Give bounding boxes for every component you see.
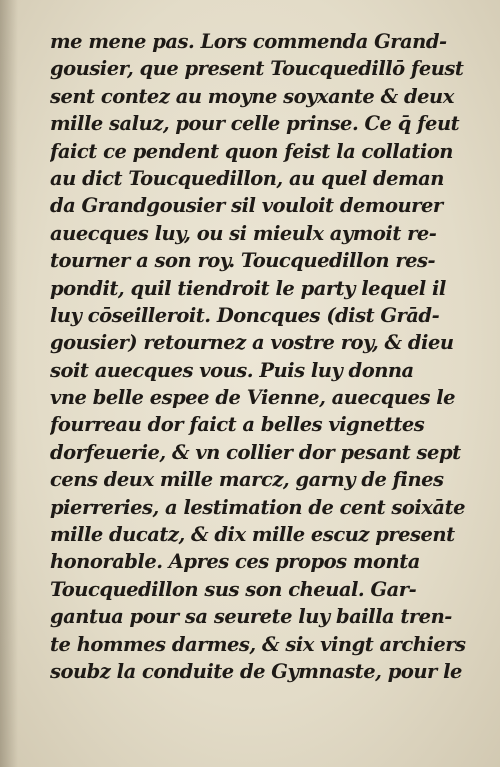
text-line: soit auecques vous. Puis luy donna: [50, 358, 414, 382]
text-line: me mene pas. Lors commenda Grand‑: [50, 30, 447, 53]
text-line: gantua pour sa seurete luy bailla tren‑: [50, 605, 452, 629]
text-line: dorfeuerie, & vn collier dor pesant sept: [50, 440, 461, 464]
text-line: honorable. Apres ces propos monta: [50, 550, 420, 574]
page-gutter-shadow: [0, 0, 18, 767]
page-text: [50, 28, 475, 685]
text-line: soubz la conduite de Gymnaste, pour le: [50, 659, 462, 683]
text-line: sent contez au moyne soyxante & deux: [50, 84, 454, 108]
text-line: vne belle espee de Vienne, auecques le: [50, 386, 456, 410]
text-line: Toucquedillon sus son cheual. Gar‑: [50, 577, 417, 601]
text-line: gousier) retournez a vostre roy, & dieu: [50, 331, 454, 355]
text-line: da Grandgousier sil vouloit demourer: [50, 194, 443, 218]
text-line: mille saluz, pour celle prinse. Ce q̄ feut: [50, 112, 460, 136]
text-line: auecques luy, ou si mieulx aymoit re‑: [50, 221, 437, 245]
text-line: te hommes darmes, & six vingt archiers: [50, 632, 466, 656]
text-line: luy cōseilleroit. Doncques (dist Grād‑: [50, 303, 440, 327]
text-line: pierreries, a lestimation de cent soixāte: [50, 495, 465, 519]
text-line: tourner a son roy. Toucquedillon res‑: [50, 249, 436, 273]
text-line: faict ce pendent quon feist la collation: [50, 139, 453, 163]
text-line: gousier, que present Toucquedillō feust: [50, 57, 464, 81]
text-line: au dict Toucquedillon, au quel deman: [50, 166, 444, 190]
text-line: pondit, quil tiendroit le party lequel il: [50, 276, 446, 300]
text-line: cens deux mille marcz, garny de fines: [50, 468, 444, 492]
text-line: mille ducatz, & dix mille escuz present: [50, 523, 455, 547]
text-line: fourreau dor faict a belles vignettes: [50, 413, 425, 437]
